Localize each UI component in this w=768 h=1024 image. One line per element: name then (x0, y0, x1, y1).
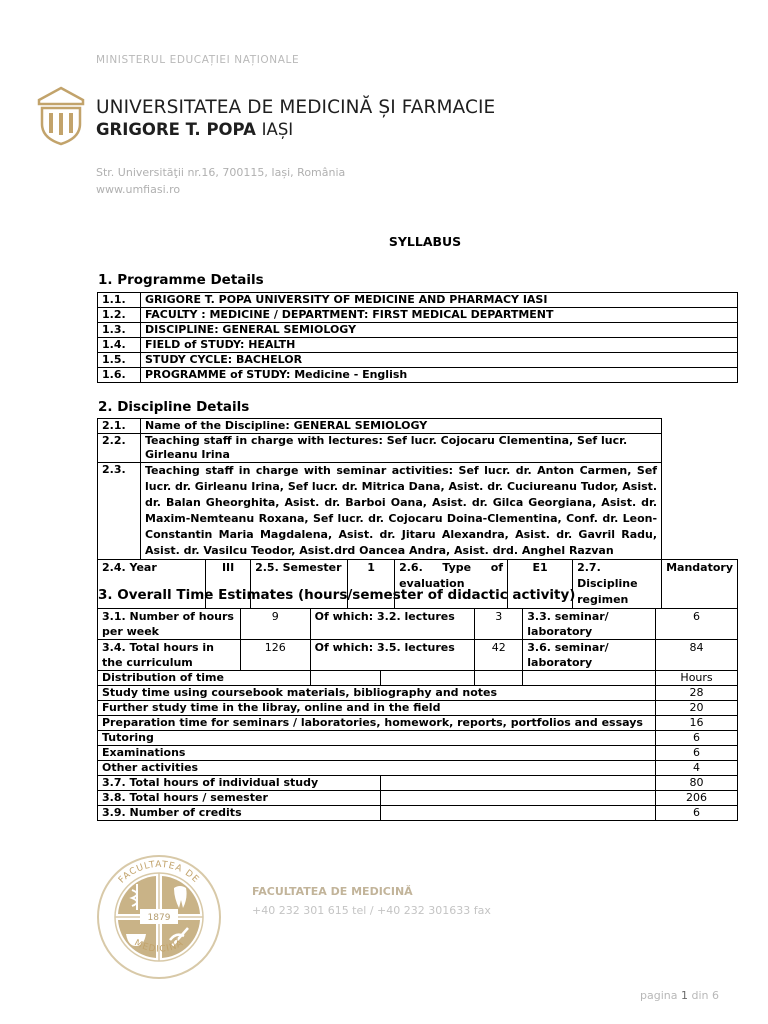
activity-value: 28 (656, 686, 738, 701)
row-text: Name of the Discipline: GENERAL SEMIOLOGY (141, 419, 662, 434)
activity-label: Study time using coursebook materials, bibliography and notes (98, 686, 656, 701)
faculty-phone: +40 232 301 615 tel / +40 232 301633 fax (252, 904, 491, 917)
total-hours-value: 126 (240, 640, 310, 671)
total-label: 3.9. Number of credits (98, 806, 381, 821)
page-number (640, 989, 719, 1002)
discipline-details-table (97, 418, 738, 609)
page-separator: din (691, 989, 709, 1002)
address-block (96, 164, 345, 198)
row-number: 2.1. (98, 419, 141, 434)
table-row (98, 609, 738, 640)
row-number: 2.3. (98, 463, 141, 560)
table-row (98, 308, 738, 323)
faculty-seal-icon (96, 854, 222, 980)
row-number: 2.2. (98, 434, 141, 463)
table-row (98, 701, 738, 716)
year-value: III (206, 560, 251, 609)
row-text: STUDY CYCLE: BACHELOR (141, 353, 738, 368)
ministry-name: MINISTERUL EDUCAȚIEI NAȚIONALE (96, 54, 300, 66)
activity-value: 6 (656, 746, 738, 761)
total-value: 80 (656, 776, 738, 791)
row-number: 1.4. (98, 338, 141, 353)
activity-value: 16 (656, 716, 738, 731)
row-number: 1.3. (98, 323, 141, 338)
total-lectures-value: 42 (475, 640, 523, 671)
table-row (98, 434, 738, 463)
row-text: FIELD of STUDY: HEALTH (141, 338, 738, 353)
row-number: 1.1. (98, 293, 141, 308)
section-discipline-heading: 2. Discipline Details (98, 399, 250, 415)
total-label: 3.7. Total hours of individual study (98, 776, 381, 791)
university-city: IAȘI (261, 120, 294, 139)
table-row (98, 731, 738, 746)
lectures-per-week-value: 3 (475, 609, 523, 640)
activity-label: Tutoring (98, 731, 656, 746)
section-programme-heading: 1. Programme Details (98, 272, 264, 288)
total-seminar-value: 84 (656, 640, 738, 671)
regimen-label: 2.7. Discipline regimen (573, 560, 662, 609)
university-patron: GRIGORE T. POPA (96, 120, 256, 139)
total-value: 206 (656, 791, 738, 806)
university-name: UNIVERSITATEA DE MEDICINĂ ȘI FARMACIE (96, 97, 496, 118)
street-address: Str. Universităţii nr.16, 700115, Iași, România (96, 166, 346, 179)
seal-top-text: FACULTATEA DE (117, 859, 201, 886)
evaluation-label: 2.6. Type of evaluation (395, 560, 508, 609)
distribution-label: Distribution of time (98, 671, 311, 686)
table-row (98, 776, 738, 791)
row-text: Teaching staff in charge with lectures: Sef lucr. Cojocaru Clementina, Sef lucr. Girleanu Irina (141, 434, 662, 463)
seminar-per-week-value: 6 (656, 609, 738, 640)
total-label: 3.8. Total hours / semester (98, 791, 381, 806)
table-row (98, 761, 738, 776)
evaluation-value: E1 (508, 560, 573, 609)
table-row (98, 419, 738, 434)
regimen-value: Mandatory (662, 560, 738, 609)
row-number: 1.6. (98, 368, 141, 383)
row-text: PROGRAMME of STUDY: Medicine - English (141, 368, 738, 383)
table-row (98, 368, 738, 383)
total-seminar-label: 3.6. seminar/ laboratory (523, 640, 656, 671)
seal-bottom-text: MEDICINĂ (132, 938, 186, 955)
row-text: FACULTY : MEDICINE / DEPARTMENT: FIRST MEDICAL DEPARTMENT (141, 308, 738, 323)
semester-label: 2.5. Semester (251, 560, 348, 609)
programme-details-table (97, 292, 738, 383)
activity-label: Examinations (98, 746, 656, 761)
row-text: DISCIPLINE: GENERAL SEMIOLOGY (141, 323, 738, 338)
table-row (98, 716, 738, 731)
table-row (98, 640, 738, 671)
year-label: 2.4. Year (98, 560, 206, 609)
row-text: Teaching staff in charge with seminar activities: Sef lucr. dr. Anton Carmen, Sef lucr. dr. Girleanu Irina, Sef lucr. dr. Mitrica Dana, Asist. dr. Cuciureanu Tudor, Asist. dr. Balan Gheorghita, Asist. dr. Barboi Oana, Asist. dr. Gilca Georgiana, Asist. dr. Maxim-Nemteanu Roxana, Sef lucr. dr. Cojocaru Doina-Clementina, Conf. dr. Leon-Constantin Maria Magdalena, Asist. dr. Jitaru Alexandra, Asist. dr. Gavril Radu, Asist. dr. Vasilcu Teodor, Asist.drd Oancea Andra, Asist. drd. Anghel Razvan (141, 463, 662, 560)
table-row (98, 463, 738, 560)
table-row (98, 293, 738, 308)
activity-value: 20 (656, 701, 738, 716)
hours-per-week-label: 3.1. Number of hours per week (98, 609, 241, 640)
faculty-name: FACULTATEA DE MEDICINĂ (252, 885, 413, 898)
table-row (98, 686, 738, 701)
university-logo-icon (36, 86, 86, 146)
row-number: 1.2. (98, 308, 141, 323)
row-text: GRIGORE T. POPA UNIVERSITY OF MEDICINE AND PHARMACY IASI (141, 293, 738, 308)
page-total: 6 (712, 989, 719, 1002)
seal-year: 1879 (147, 913, 171, 923)
total-lectures-label: Of which: 3.5. lectures (310, 640, 475, 671)
activity-label: Further study time in the libray, online and in the field (98, 701, 656, 716)
university-name-line2 (96, 120, 293, 139)
table-row (98, 323, 738, 338)
time-estimates-table (97, 608, 738, 821)
hours-per-week-value: 9 (240, 609, 310, 640)
page-current: 1 (680, 989, 688, 1002)
document-title: SYLLABUS (388, 234, 462, 249)
activity-value: 4 (656, 761, 738, 776)
total-hours-label: 3.4. Total hours in the curriculum (98, 640, 241, 671)
table-row (98, 353, 738, 368)
table-row (98, 338, 738, 353)
total-value: 6 (656, 806, 738, 821)
row-number: 1.5. (98, 353, 141, 368)
section-time-heading: 3. Overall Time Estimates (hours/semester of didactic activity) (98, 587, 576, 603)
table-row (98, 791, 738, 806)
website-link[interactable]: www.umfiasi.ro (96, 183, 181, 196)
lectures-per-week-label: Of which: 3.2. lectures (310, 609, 475, 640)
page-prefix: pagina (640, 989, 678, 1002)
activity-label: Preparation time for seminars / laboratories, homework, reports, portfolios and essays (98, 716, 656, 731)
activity-value: 6 (656, 731, 738, 746)
table-row (98, 746, 738, 761)
seminar-per-week-label: 3.3. seminar/ laboratory (523, 609, 656, 640)
table-row (98, 806, 738, 821)
table-row (98, 671, 738, 686)
activity-label: Other activities (98, 761, 656, 776)
semester-value: 1 (348, 560, 395, 609)
hours-header: Hours (656, 671, 738, 686)
